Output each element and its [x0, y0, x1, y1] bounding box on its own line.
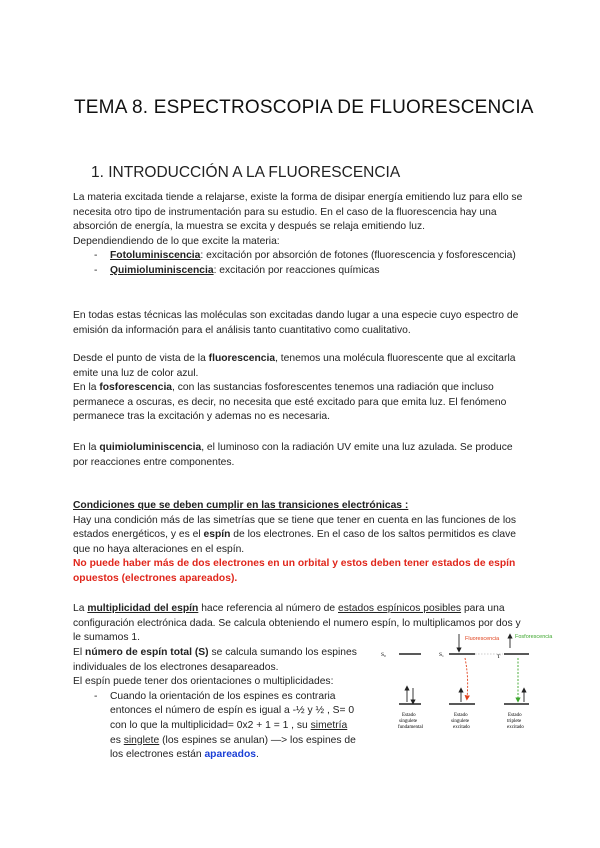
section-heading: 1. INTRODUCCIÓN A LA FLUORESCENCIA	[91, 164, 401, 181]
document-title: TEMA 8. ESPECTROSCOPIA DE FLUORESCENCIA	[74, 97, 534, 118]
svg-text:excitado: excitado	[453, 725, 470, 730]
condiciones-warning: No puede haber más de dos electrones en un orbital y estos deben tener estados de espín opuestos (electrones apareados).	[73, 558, 516, 584]
svg-text:singulete: singulete	[451, 719, 470, 724]
term-quimioluminiscencia: Quimioluminiscencia	[110, 264, 214, 276]
condiciones-heading: Condiciones que se deben cumplir en las transiciones electrónicas :	[73, 500, 409, 511]
condiciones-paragraph: Hay una condición más de las simetrías que se tiene que tener en cuenta en las funciones de los estados energéticos, y es el espín de los electrones. En el caso de los saltos permitidos es clave que no haya alteraciones en el espín.	[73, 514, 517, 555]
svg-text:excitado: excitado	[507, 725, 524, 730]
fluorescencia-label: Fluorescencia	[465, 636, 500, 642]
tecnicas-paragraph: En todas estas técnicas las moléculas son excitadas dando lugar a una especie cuyo espectro de emisión da información para el análisis tanto cuantitativo como cualitativo.	[73, 310, 519, 336]
svg-text:singulete: singulete	[399, 719, 418, 724]
intro-block	[73, 191, 528, 279]
s0-label-top: S₀	[381, 652, 386, 658]
multiplicidad-paragraph: La multiplicidad del espín hace referencia al número de estados espínicos posibles para una configuración electrónica dada. Se calcula obteniendo el numero espín, lo multiplicamos por dos y le sumamos 1.	[73, 603, 521, 644]
condiciones-block	[73, 499, 528, 587]
svg-text:fundamental: fundamental	[398, 725, 423, 730]
svg-text:Estado: Estado	[508, 713, 522, 718]
fluorescencia-paragraph: Desde el punto de vista de la fluorescencia, tenemos una molécula fluorescente que al excitarla emite una luz de color azul.	[73, 353, 516, 379]
svg-text:triplete: triplete	[507, 719, 522, 724]
fluor-fosfo-block	[73, 352, 528, 425]
energy-level-diagram	[369, 628, 554, 738]
s1-label: S₁	[439, 652, 444, 658]
list-item: - Fotoluminiscencia: excitación por absorción de fotones (fluorescencia y fosforescencia)	[89, 249, 528, 264]
state-label: Estado	[402, 713, 416, 718]
list-item: - Quimioluminiscencia: excitación por reacciones químicas	[89, 264, 528, 279]
spin-block	[73, 646, 373, 763]
t-label: T	[497, 654, 501, 660]
quimio-paragraph: En la quimioluminiscencia, el luminoso con la radiación UV emite una luz azulada. Se produce por reacciones entre componentes.	[73, 442, 513, 468]
spin-total-paragraph: El número de espín total (S) se calcula sumando los espines individuales de los electrones desapareados.	[73, 647, 357, 673]
fosforescencia-paragraph: En la fosforescencia, con las sustancias fosforescentes tenemos una radiación que incluso permanece a oscuras, es decir, no necesita que esté excitado para que emita luz. El fenómeno permanece tras la excitación y ademas no es necesaria.	[73, 382, 507, 423]
excitation-list	[89, 249, 528, 278]
spin-list	[89, 690, 357, 763]
term-fotoluminiscencia: Fotoluminiscencia	[110, 250, 201, 262]
intro-lead: Dependiendiendo de lo que excite la materia:	[73, 235, 280, 247]
fosforescencia-label: Fosforescencia	[515, 634, 553, 640]
spin-orientations-lead: El espín puede tener dos orientaciones o multiplicidades:	[73, 676, 334, 688]
list-item: - Cuando la orientación de los espines es contraria entonces el número de espín es igual a -½ y ½ , S= 0 con lo que la multiplicidad= 0x2 + 1 = 1 , su simetría es singlete (los espines se anulan) —> los espines de los electrones están apareados.	[89, 690, 357, 763]
intro-paragraph: La materia excitada tiende a relajarse, existe la forma de disipar energía emitiendo luz para ello se necesita otro tipo de instrumentación para su estudio. En el caso de la fluorescencia hay una absorción de energía, la muestra se excita y después se relaja emitiendo luz.	[73, 192, 523, 233]
svg-text:Estado: Estado	[454, 713, 468, 718]
fluorescence-arrow	[465, 658, 468, 698]
